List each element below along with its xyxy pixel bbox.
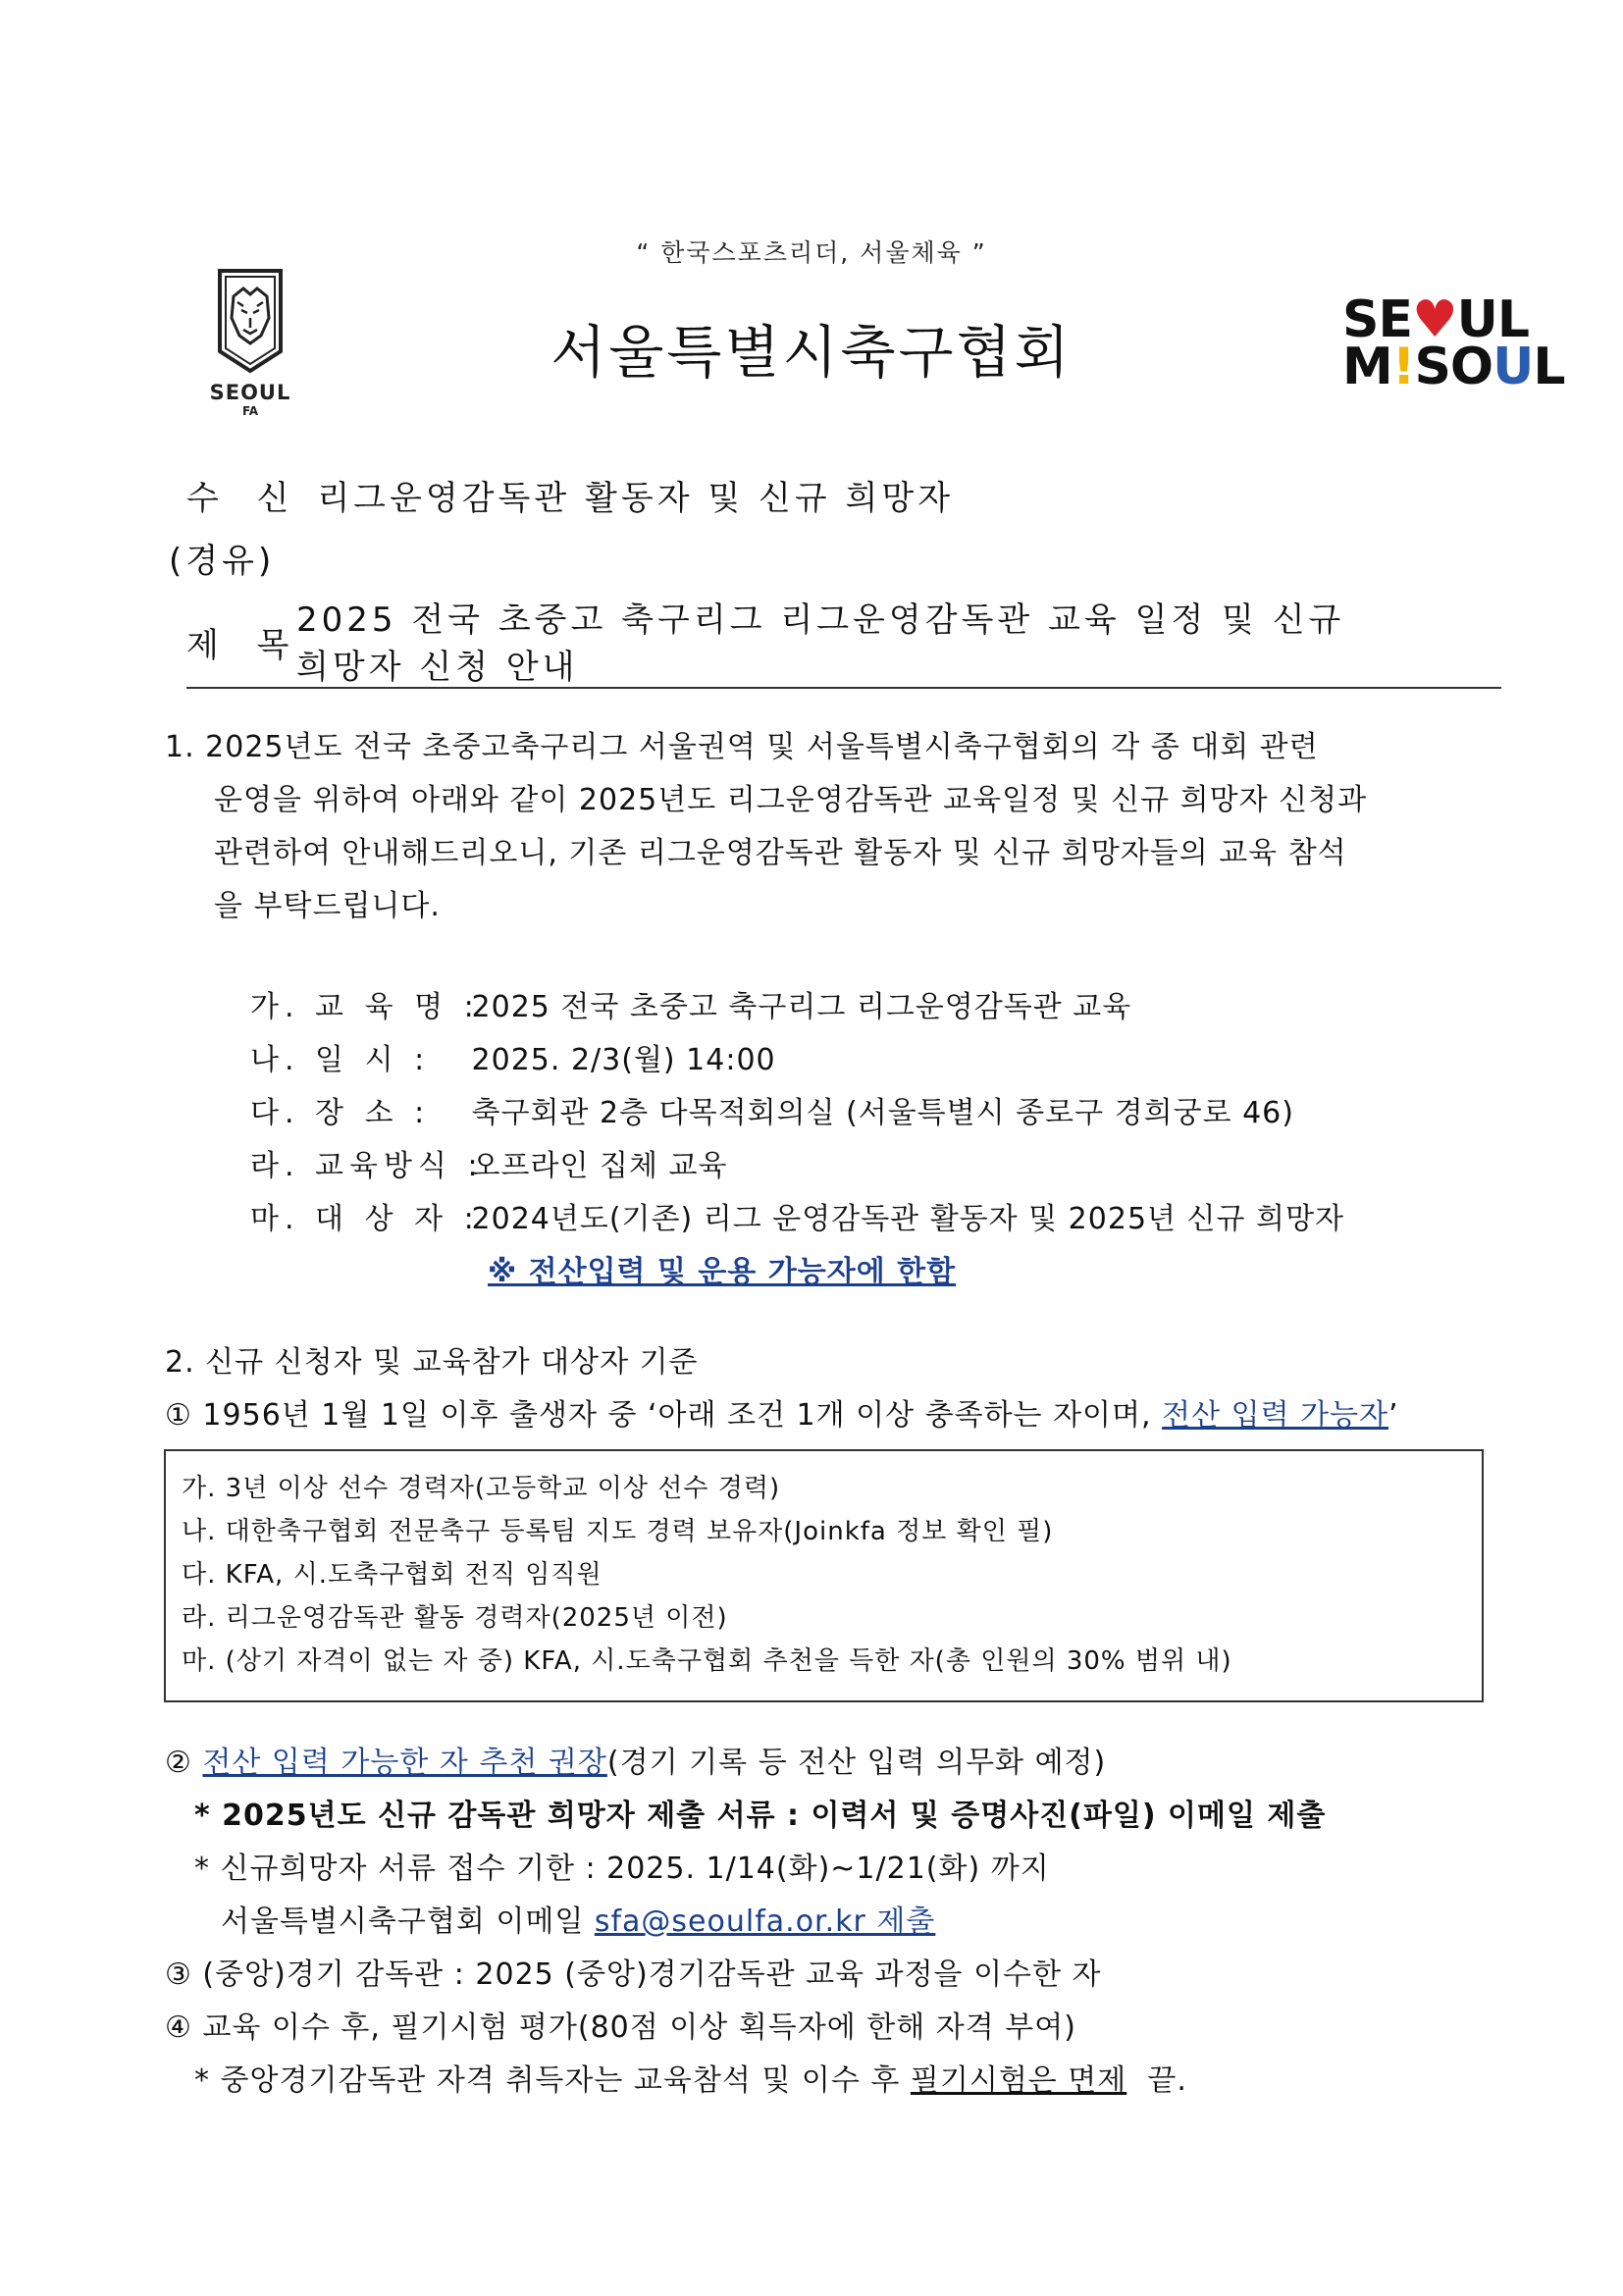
logo-text: SO (1414, 338, 1493, 396)
qualification-item: 나. 대한축구협회 전문축구 등록팀 지도 경력 보유자(Joinkfa 정보 확인 필) (182, 1517, 1054, 1546)
criterion-4: ④ 교육 이수 후, 필기시험 평가(80점 이상 획득자에 한해 자격 부여) (165, 2010, 1076, 2045)
detail-label: 라. 교육방식 : (250, 1149, 484, 1183)
qualification-item: 다. KFA, 시.도축구협회 전직 임직원 (182, 1560, 602, 1590)
qualification-box (164, 1449, 1484, 1702)
section1-line: 1. 2025년도 전국 초중고축구리그 서울권역 및 서울특별시축구협회의 각 종 대회 관련 (165, 730, 1319, 764)
section1-line: 운영을 위하여 아래와 같이 2025년도 리그운영감독관 교육일정 및 신규 희망자 신청과 (214, 783, 1368, 817)
logo-text: M (1342, 338, 1392, 396)
detail-row (250, 1193, 1477, 1246)
seoul-my-soul-logo (1342, 290, 1565, 396)
heart-icon: ♥ (1411, 290, 1457, 349)
detail-row (250, 1140, 1477, 1193)
logo-text: U (1492, 338, 1534, 396)
logo-text: UL (1456, 290, 1529, 349)
recipient-label: 수 신 (186, 479, 303, 518)
detail-label: 마. 대 상 자 : (250, 1202, 480, 1236)
detail-label: 다. 장 소 : (250, 1096, 431, 1130)
slogan: “ 한국스포츠리더, 서울체육 ” (636, 238, 987, 267)
section1-line: 을 부탁드립니다. (214, 889, 441, 923)
org-title: 서울특별시축구협회 (550, 319, 1073, 386)
detail-note-row (250, 1246, 1477, 1299)
header-divider (186, 687, 1501, 689)
logo-name: SEOUL (209, 381, 291, 404)
criterion-2-text: (경기 기록 등 전산 입력 의무화 예정) (606, 1746, 1107, 1780)
submission-docs-note: * 2025년도 신규 감독관 희망자 제출 서류 : 이력서 및 증명사진(파일) 이메일 제출 (194, 1799, 1327, 1833)
via-label: (경유) (169, 542, 276, 581)
exam-exempt: 필기시험은 면제 (910, 2063, 1127, 2098)
subject-line1: 2025 전국 초중고 축구리그 리그운영감독관 교육 일정 및 신규 (296, 600, 1345, 640)
detail-row (250, 981, 1477, 1034)
logo-sub: FA (241, 404, 259, 418)
deadline-note: * 신규희망자 서류 접수 기한 : 2025. 1/14(화)~1/21(화) 까지 (194, 1852, 1050, 1886)
email-link[interactable]: sfa@seoulfa.or.kr 제출 (594, 1905, 936, 1939)
email-row (221, 1896, 935, 1949)
qualification-item: 라. 리그운영감독관 활동 경력자(2025년 이전) (182, 1603, 728, 1633)
end-mark: 끝. (1126, 2063, 1187, 2098)
section1-paragraph (165, 721, 1480, 933)
recommendation-link: 전산 입력 가능한 자 추천 권장 (202, 1746, 607, 1780)
education-details (250, 981, 1477, 1299)
detail-row (250, 1034, 1477, 1087)
criterion-3: ③ (중앙)경기 감독관 : 2025 (중앙)경기감독관 교육 과정을 이수한 자 (165, 1957, 1102, 1992)
criterion-2-num: ② (165, 1746, 203, 1780)
criterion-1-text: ① 1956년 1월 1일 이후 출생자 중 ‘아래 조건 1개 이상 충족하는 자이며, (165, 1398, 1163, 1433)
exemption-text: * 중앙경기감독관 자격 취득자는 교육참석 및 이수 후 (194, 2063, 911, 2098)
exclamation-icon: ! (1391, 338, 1415, 396)
qualification-item: 가. 3년 이상 선수 경력자(고등학교 이상 선수 경력) (182, 1474, 781, 1503)
logo-text: SE (1342, 290, 1412, 349)
logo-text: L (1533, 338, 1565, 396)
exemption-note (194, 2055, 1187, 2108)
criterion-1 (165, 1389, 1399, 1442)
detail-value: 2025. 2/3(월) 14:00 (471, 1043, 776, 1077)
subject-line2: 희망자 신청 안내 (296, 648, 579, 687)
computer-input-capable-link: 전산 입력 가능자 (1162, 1398, 1389, 1433)
detail-label: 가. 교 육 명 : (250, 990, 480, 1024)
detail-row (250, 1087, 1477, 1140)
detail-value: 2025 전국 초중고 축구리그 리그운영감독관 교육 (471, 990, 1132, 1024)
section1-line: 관련하여 안내해드리오니, 기존 리그운영감독관 활동자 및 신규 희망자들의 교육 참석 (214, 836, 1347, 870)
email-prefix: 서울특별시축구협회 이메일 (221, 1905, 595, 1939)
computer-input-note: ※ 전산입력 및 운용 가능자에 한함 (488, 1255, 957, 1289)
subject-label: 제 목 (186, 626, 303, 665)
recipient-value: 리그운영감독관 활동자 및 신규 희망자 (317, 479, 955, 518)
qualification-item: 마. (상기 자격이 없는 자 중) KFA, 시.도축구협회 추천을 득한 자(총 인원의 30% 범위 내) (182, 1646, 1232, 1676)
detail-value: 2024년도(기존) 리그 운영감독관 활동자 및 2025년 신규 희망자 (471, 1202, 1344, 1236)
detail-value: 축구회관 2층 다목적회의실 (서울특별시 종로구 경희궁로 46) (471, 1096, 1294, 1130)
recipient-row (186, 471, 954, 519)
criterion-2 (165, 1737, 1106, 1790)
detail-label: 나. 일 시 : (250, 1043, 431, 1077)
detail-value: 오프라인 집체 교육 (471, 1149, 728, 1183)
section2-title: 2. 신규 신청자 및 교육참가 대상자 기준 (165, 1345, 699, 1380)
criterion-1-end: ’ (1388, 1398, 1399, 1433)
